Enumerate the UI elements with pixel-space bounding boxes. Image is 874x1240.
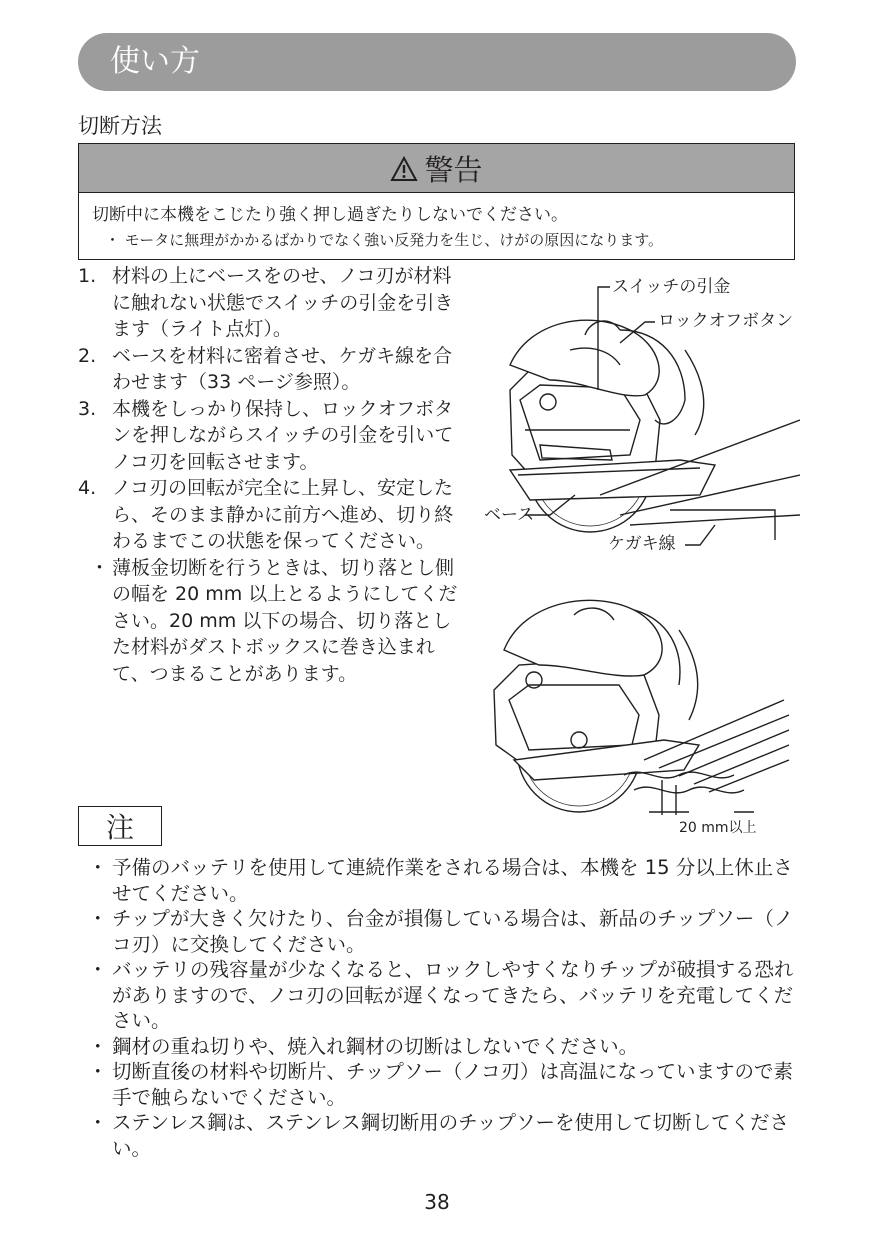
note-item [78,855,798,906]
step-number: 4. [78,477,97,499]
note-label: 注 [105,811,134,844]
note-bullet: ・ [88,1060,108,1083]
note-item [78,957,798,1034]
notes-list [78,855,798,1161]
note-item [78,906,798,957]
base-callout: ベース [484,505,535,525]
warning-sub-content: モータに無理がかかるばかりでなく強い反発力を生じ、けがの原因になります。 [124,231,664,249]
note-bullet: ・ [88,1111,108,1134]
switch-callout: スイッチの引金 [612,277,731,297]
step-item [78,343,458,396]
bullet-dot: ・ [90,556,110,579]
lockoff-callout: ロックオフボタン [658,311,794,331]
note-bullet: ・ [88,907,108,930]
step-text: ノコ刃の回転が完全に上昇し、安定したら、そのまま静かに前方へ進め、切り終わるまでこの状態を保ってください。 [112,477,454,552]
note-bullet: ・ [88,958,108,981]
note-bullet: ・ [88,1034,108,1058]
warning-triangle-icon [390,156,418,182]
warning-sub-text [105,229,663,251]
note-text: 切断直後の材料や切断片、チップソー（ノコ刃）は高温になっていますので素手で触らないでください。 [112,1060,793,1109]
warning-main-text: 切断中に本機をこじたり強く押し過ぎたりしないでください。 [92,205,568,225]
note-text: バッテリの残容量が少なくなると、ロックしやすくなりチップが破損する恐れがありますので、ノコ刃の回転が遅くなってきたら、バッテリを充電してください。 [112,958,794,1032]
step-item [78,263,458,343]
note-item [78,1110,798,1161]
note-text: 鋼材の重ね切りや、焼入れ鋼材の切断はしないでください。 [112,1034,639,1058]
step-item [78,396,458,476]
step-bullet [78,555,458,688]
warning-sub-bullet: ・ [105,231,121,249]
warning-label-row [79,144,794,193]
note-item [78,1059,798,1110]
note-bullet: ・ [88,856,108,879]
step-text: 本機をしっかり保持し、ロックオフボタンを押しながらスイッチの引金を引いてノコ刃を回転させます。 [112,397,454,473]
step-item [78,475,458,555]
step-text: ベースを材料に密着させ、ケガキ線を合わせます（33 ページ参照）。 [112,344,453,393]
step-number: 1. [78,265,97,287]
step-number: 3. [78,397,97,420]
warning-box [78,143,795,260]
steps-list [78,263,458,687]
section-title: 切断方法 [78,114,162,138]
bullet-text: 薄板金切断を行うときは、切り落とし側の幅を 20 mm 以上とるようにしてください。20 mm 以下の場合、切り落とした材料がダストボックスに巻き込まれて、つまることがあります。 [112,556,458,685]
width-callout: 20 mm以上 [679,820,757,836]
step-text: 材料の上にベースをのせ、ノコ刃が材料に触れない状態でスイッチの引金を引きます（ライト点灯）。 [112,265,454,340]
saw-figure-bottom [484,580,794,830]
warning-label: 警告 [424,153,483,187]
note-label-box [78,806,162,846]
line-callout: ケガキ線 [608,534,676,554]
page-title: 使い方 [110,44,200,79]
note-text: 予備のバッテリを使用して連続作業をされる場合は、本機を 15 分以上休止させてください。 [112,856,793,905]
step-number: 2. [78,344,97,367]
note-item [78,1034,798,1060]
note-text: チップが大きく欠けたり、台金が損傷している場合は、新品のチップソー（ノコ刃）に交換してください。 [112,907,794,956]
note-text: ステンレス鋼は、ステンレス鋼切断用のチップソーを使用して切断してください。 [112,1111,790,1160]
page-number: 38 [424,1190,450,1214]
